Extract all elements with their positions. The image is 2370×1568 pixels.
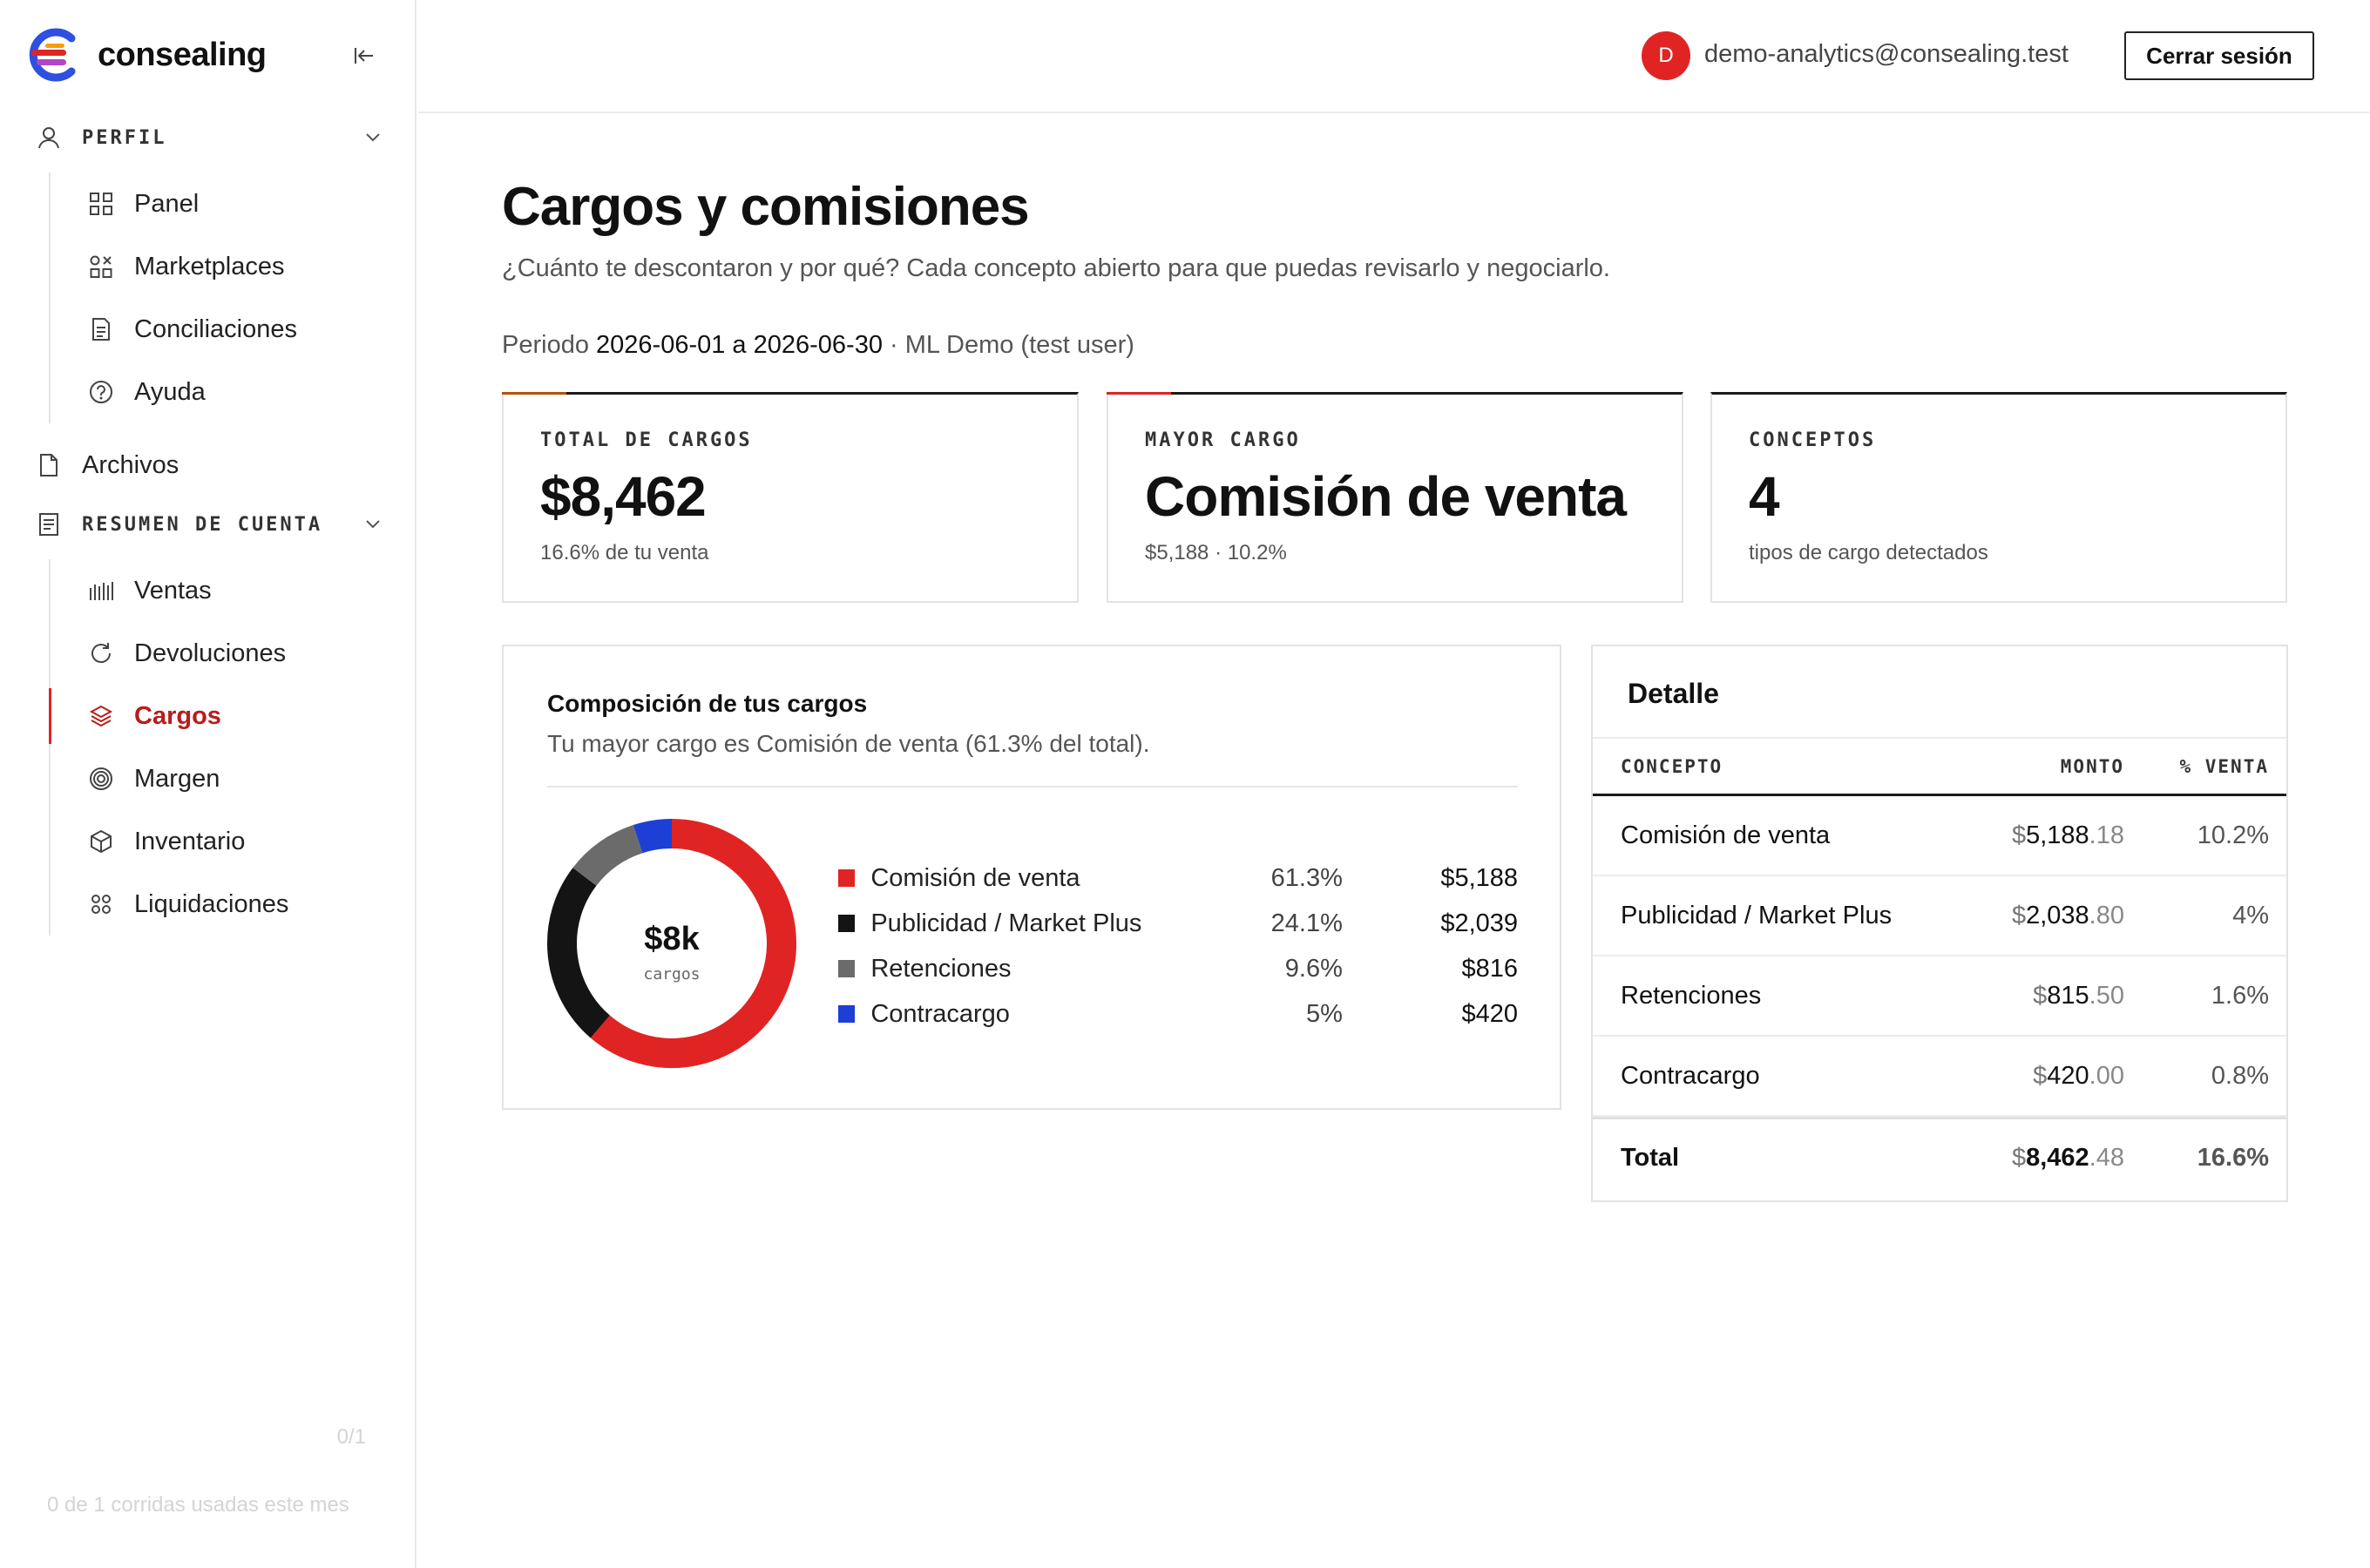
table-row [1593,1037,2286,1117]
box-icon [87,828,115,855]
section-perfil-label: PERFIL [82,126,167,149]
sidebar-item-ayuda[interactable] [51,361,397,423]
kpi-sub: 16.6% de tu venta [540,541,709,564]
sidebar-item-label: Cargos [134,701,221,730]
legend-row [838,901,1518,946]
sidebar-item-ventas[interactable] [51,559,397,622]
kpi-sub: $5,188 · 10.2% [1145,541,1287,564]
composition-panel [502,645,1561,1110]
sidebar-item-label: Liquidaciones [134,889,289,918]
row-concept: Contracargo [1621,1061,1760,1090]
sidebar-item-liquidaciones[interactable] [51,873,397,936]
legend-pct: 61.3% [1270,863,1343,892]
perfil-nav [49,172,397,423]
period-label: Periodo [502,331,589,359]
composition-subtitle: Tu mayor cargo es Comisión de venta (61.3% del total). [547,730,1150,757]
donut-slice-publicidad-market-plus [562,876,600,1026]
legend-value: $816 [1461,954,1519,983]
sidebar-item-label: Inventario [134,827,246,855]
help-icon [87,378,115,406]
divider [547,786,1518,787]
kpi-value: Comisión de venta [1145,465,1626,528]
kpi-accent [502,392,566,395]
legend-row [838,855,1518,901]
column-header-monto: MONTO [2060,755,2124,777]
sidebar-item-label: Devoluciones [134,639,287,667]
period-account: · ML Demo (test user) [890,331,1134,359]
sidebar-item-inventario[interactable] [51,810,397,873]
legend-row [838,991,1518,1037]
page-subtitle: ¿Cuánto te descontaron y por qué? Cada concepto abierto para que puedas revisarlo y negociarlo. [502,254,1610,282]
user-icon [35,124,63,152]
donut-chart [545,817,798,1070]
dots-grid-icon [87,890,115,918]
chevron-down-icon [361,512,385,537]
legend-name: Comisión de venta [870,863,1080,892]
donut-slice-contracargo [638,834,672,839]
document-icon [87,315,115,343]
section-resumen-de-cuenta[interactable] [35,504,392,545]
sidebar [0,0,416,1568]
brand-name: consealing [98,36,267,73]
period-info [502,331,1134,360]
row-pct: 10.2% [2197,821,2269,849]
sidebar-item-marketplaces[interactable] [51,235,397,298]
chevron-down-icon [361,125,385,150]
usage-text: 0 de 1 corridas usadas este mes [47,1493,349,1517]
period-range: 2026-06-01 a 2026-06-30 [596,331,883,359]
legend-value: $5,188 [1440,863,1519,892]
kpi-sub: tipos de cargo detectados [1749,541,1988,564]
row-concept: Publicidad / Market Plus [1621,901,1893,929]
avatar[interactable]: D [1642,31,1690,80]
row-concept: Retenciones [1621,981,1762,1010]
total-amount: $8,462.48 [2011,1144,2124,1172]
legend-name: Contracargo [870,999,1010,1028]
legend-swatch [838,869,855,887]
sidebar-item-panel[interactable] [51,172,397,235]
total-pct: 16.6% [2197,1144,2269,1172]
bars-icon [87,577,115,605]
legend-name: Retenciones [870,954,1012,983]
donut-center-label: cargos [643,965,701,983]
sidebar-item-label: Margen [134,764,220,793]
row-amount: $815.50 [2033,981,2124,1010]
kpi-card-total [502,392,1079,603]
legend-swatch [838,1005,855,1023]
sidebar-item-label: Ayuda [134,377,206,406]
target-icon [87,765,115,793]
sidebar-item-label: Archivos [82,450,179,479]
legend-swatch [838,960,855,977]
top-header [418,0,2370,113]
detail-panel [1591,645,2288,1202]
legend-name: Publicidad / Market Plus [870,909,1142,937]
user-email: demo-analytics@consealing.test [1704,40,2069,68]
apps-icon [87,253,115,280]
column-header-pct-venta: % VENTA [2179,755,2269,777]
logout-button[interactable]: Cerrar sesión [2124,31,2314,80]
row-pct: 0.8% [2211,1061,2269,1090]
usage-count: 0/1 [336,1425,366,1449]
kpi-value: 4 [1749,465,1779,528]
table-total-row [1593,1117,2286,1197]
legend-swatch [838,915,855,932]
refresh-icon [87,639,115,667]
kpi-value: $8,462 [540,465,706,528]
row-concept: Comisión de venta [1621,821,1831,849]
sidebar-item-label: Panel [134,189,200,218]
resumen-nav [49,559,397,936]
legend-value: $420 [1461,999,1519,1028]
kpi-label: CONCEPTOS [1749,429,1877,451]
kpi-card-conceptos [1710,392,2287,603]
sidebar-item-cargos[interactable] [51,685,397,747]
legend-value: $2,039 [1440,909,1519,937]
legend-pct: 24.1% [1270,909,1343,937]
kpi-label: TOTAL DE CARGOS [540,429,753,451]
ledger-icon [35,510,63,538]
sidebar-item-label: Ventas [134,576,212,605]
table-row [1593,796,2286,876]
brand-logo[interactable] [28,26,267,84]
collapse-icon [350,42,378,70]
section-resumen-label: RESUMEN DE CUENTA [82,513,323,536]
row-amount: $2,038.80 [2011,901,2124,929]
table-row [1593,876,2286,956]
kpi-label: MAYOR CARGO [1145,429,1301,451]
legend-row [838,946,1518,991]
composition-legend [838,855,1518,1037]
sidebar-item-archivos[interactable] [35,439,179,491]
section-perfil[interactable] [35,117,392,159]
legend-pct: 9.6% [1284,954,1343,983]
sidebar-item-label: Conciliaciones [134,314,297,343]
sidebar-item-devoluciones[interactable] [51,622,397,685]
detail-title: Detalle [1628,678,1719,709]
page-title: Cargos y comisiones [502,177,1029,237]
legend-pct: 5% [1305,999,1343,1028]
layers-icon [87,702,115,730]
row-pct: 4% [2232,901,2269,929]
column-header-concepto: CONCEPTO [1621,755,1723,777]
consealing-logo-icon [28,26,80,84]
kpi-card-mayor [1107,392,1683,603]
table-header [1593,737,2286,796]
file-icon [35,451,63,479]
grid-icon [87,190,115,218]
donut-center-value: $8k [644,921,700,957]
detail-table [1593,737,2286,1197]
sidebar-item-label: Marketplaces [134,252,285,280]
kpi-accent [1107,392,1171,395]
donut-slice-retenciones [585,839,638,876]
table-row [1593,956,2286,1037]
row-pct: 1.6% [2211,981,2269,1010]
row-amount: $5,188.18 [2011,821,2124,849]
composition-title: Composición de tus cargos [547,690,868,717]
sidebar-item-conciliaciones[interactable] [51,298,397,361]
collapse-sidebar-button[interactable] [347,38,382,73]
row-amount: $420.00 [2033,1061,2124,1090]
total-label: Total [1621,1144,1680,1172]
sidebar-item-margen[interactable] [51,747,397,810]
